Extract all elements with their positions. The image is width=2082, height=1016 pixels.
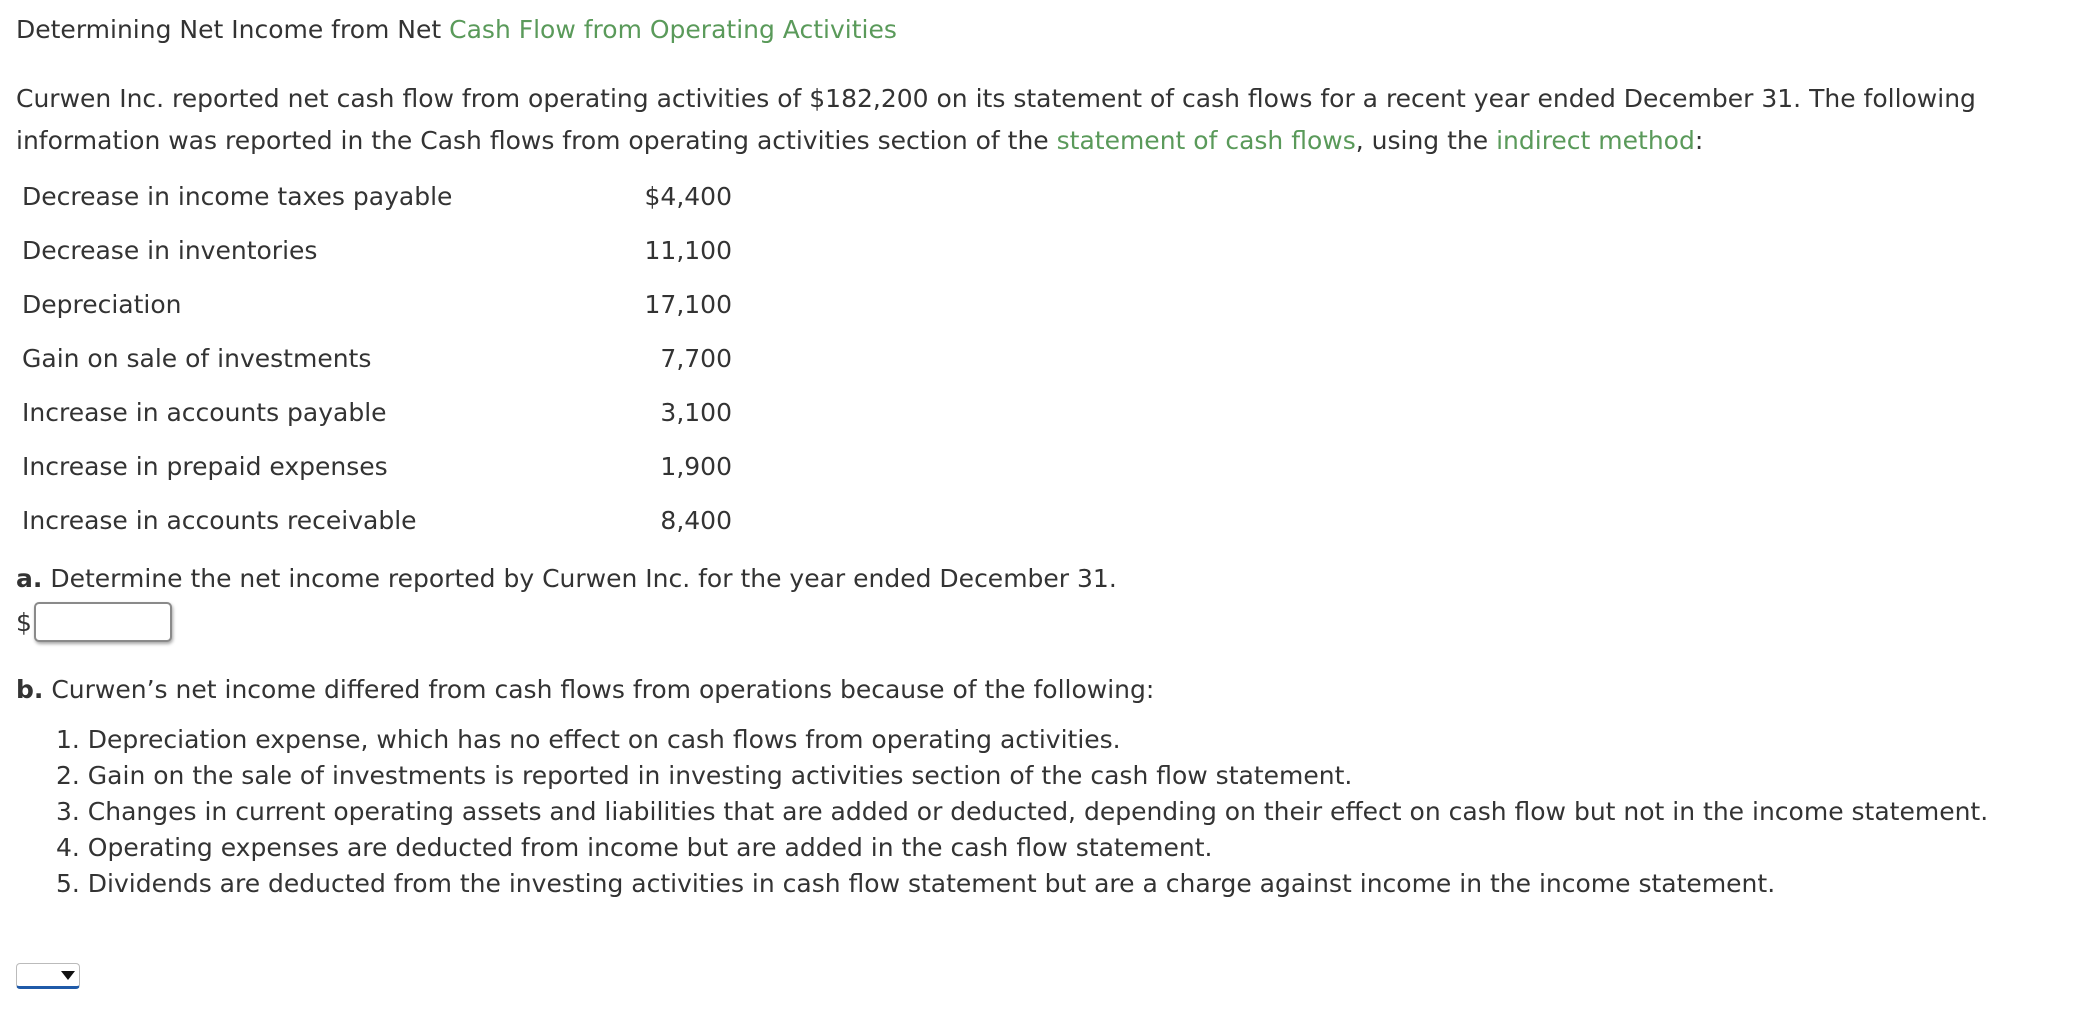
net-income-input[interactable] bbox=[34, 602, 172, 642]
item-label: Increase in accounts payable bbox=[22, 398, 387, 427]
item-value: 3,100 bbox=[660, 398, 732, 427]
list-item: 5. Dividends are deducted from the investing activities in cash flow statement but are a charge against income in the income statement. bbox=[56, 869, 1776, 898]
net-income-answer bbox=[16, 600, 172, 644]
title-prefix: Determining Net Income from Net bbox=[16, 15, 450, 44]
reason-options-list bbox=[56, 722, 1988, 902]
item-label: Increase in accounts receivable bbox=[22, 506, 417, 535]
item-value: 17,100 bbox=[644, 290, 732, 319]
item-value: 8,400 bbox=[660, 506, 732, 535]
item-value: $4,400 bbox=[644, 182, 732, 211]
intro-text-1: Curwen Inc. reported net cash flow from operating activities of $182,200 on its statement of cash flows for a recent year ended December 31. The following information was reported in the Cash flows from operating activities section of the bbox=[16, 84, 1976, 155]
item-value: 1,900 bbox=[660, 452, 732, 481]
question-b-text: Curwen’s net income differed from cash flows from operations because of the following: bbox=[43, 675, 1155, 704]
question-b-marker: b. bbox=[16, 675, 44, 704]
indirect-method-link[interactable]: indirect method bbox=[1496, 126, 1695, 155]
item-label: Gain on sale of investments bbox=[22, 344, 372, 373]
question-b bbox=[16, 672, 1154, 708]
list-item: 2. Gain on the sale of investments is reported in investing activities section of the cash flow statement. bbox=[56, 761, 1353, 790]
item-label: Depreciation bbox=[22, 290, 182, 319]
title-link[interactable]: Cash Flow from Operating Activities bbox=[449, 15, 897, 44]
page-title bbox=[16, 14, 897, 46]
item-value: 11,100 bbox=[644, 236, 732, 265]
list-item: 3. Changes in current operating assets and liabilities that are added or deducted, depending on their effect on cash flow but not in the income statement. bbox=[56, 797, 1989, 826]
item-label: Increase in prepaid expenses bbox=[22, 452, 388, 481]
question-a bbox=[16, 561, 1117, 597]
item-label: Decrease in income taxes payable bbox=[22, 182, 453, 211]
list-item: 4. Operating expenses are deducted from income but are added in the cash flow statement. bbox=[56, 833, 1213, 862]
item-label: Decrease in inventories bbox=[22, 236, 318, 265]
chevron-down-icon bbox=[61, 971, 75, 980]
list-item: 1. Depreciation expense, which has no effect on cash flows from operating activities. bbox=[56, 725, 1121, 754]
question-a-marker: a. bbox=[16, 564, 43, 593]
intro-text-3: : bbox=[1694, 126, 1704, 155]
intro-text-2: , using the bbox=[1355, 126, 1497, 155]
answer-select-dropdown[interactable] bbox=[16, 963, 80, 989]
intro-paragraph bbox=[16, 78, 2076, 162]
question-a-text: Determine the net income reported by Curwen Inc. for the year ended December 31. bbox=[42, 564, 1117, 593]
statement-of-cash-flows-link[interactable]: statement of cash flows bbox=[1056, 126, 1356, 155]
currency-symbol: $ bbox=[16, 607, 32, 637]
item-value: 7,700 bbox=[660, 344, 732, 373]
